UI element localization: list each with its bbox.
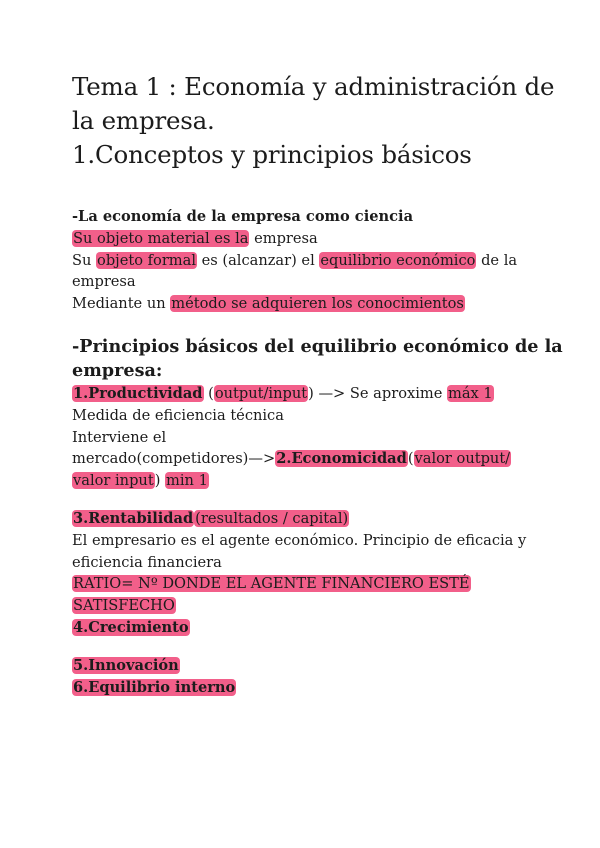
principle-rentabilidad bbox=[72, 508, 560, 530]
spacer bbox=[72, 172, 560, 206]
principle-crecimiento bbox=[72, 617, 560, 639]
text-line: empresa bbox=[72, 273, 136, 291]
spacer bbox=[72, 639, 560, 655]
title-line-1: Tema 1 : Economía y administración de bbox=[72, 72, 555, 101]
text: ) —> Se aproxime bbox=[308, 384, 447, 402]
text-line: Interviene el bbox=[72, 428, 167, 446]
highlight: 5.Innovación bbox=[73, 656, 179, 674]
text-line: Medida de eficiencia técnica bbox=[72, 406, 284, 424]
highlight: (resultados / capital) bbox=[195, 509, 349, 527]
text-line bbox=[72, 595, 560, 617]
highlight: 4.Crecimiento bbox=[73, 618, 189, 636]
text: ) bbox=[154, 472, 166, 490]
highlight: valor output/ bbox=[414, 450, 511, 468]
text: es (alcanzar) el bbox=[197, 251, 320, 269]
text: ( bbox=[407, 450, 414, 468]
highlight: método se adquieren los conocimientos bbox=[171, 295, 464, 313]
title-line-3: 1.Conceptos y principios básicos bbox=[72, 140, 472, 169]
text-line bbox=[72, 470, 560, 492]
text: ( bbox=[203, 384, 214, 402]
text-line: eficiencia financiera bbox=[72, 553, 222, 571]
text-line: El empresario es el agente económico. Principio de eficacia y bbox=[72, 531, 527, 549]
highlight: objeto formal bbox=[97, 251, 196, 269]
text: mercado(competidores)—> bbox=[72, 450, 276, 468]
section-economia-ciencia bbox=[72, 206, 560, 315]
highlight: máx 1 bbox=[448, 384, 493, 402]
highlight: 2.Economicidad bbox=[276, 450, 407, 468]
principle-innovacion bbox=[72, 655, 560, 677]
text: empresa bbox=[249, 229, 318, 247]
text: de la bbox=[476, 251, 518, 269]
highlight: RATIO= Nº DONDE EL AGENTE FINANCIERO ESTÉ bbox=[73, 575, 470, 593]
title-line-2: la empresa. bbox=[72, 106, 215, 135]
highlight: output/input bbox=[214, 384, 308, 402]
page-title bbox=[72, 70, 560, 172]
text: Mediante un bbox=[72, 295, 171, 313]
highlight: 6.Equilibrio interno bbox=[73, 678, 236, 696]
principle-economicidad bbox=[72, 448, 560, 470]
section-heading: empresa: bbox=[72, 359, 163, 381]
section-principios bbox=[72, 335, 563, 698]
highlight: min 1 bbox=[166, 472, 208, 490]
principle-productividad bbox=[72, 383, 560, 405]
section-heading: -Principios básicos del equilibrio económico de la bbox=[72, 335, 563, 357]
highlight: equilibrio económico bbox=[320, 251, 476, 269]
section-heading: -La economía de la empresa como ciencia bbox=[72, 208, 414, 225]
text: Su bbox=[72, 251, 97, 269]
spacer bbox=[72, 492, 560, 508]
text-line bbox=[72, 228, 560, 250]
text-line bbox=[72, 573, 560, 595]
highlight: 3.Rentabilidad bbox=[73, 509, 194, 527]
highlight: valor input bbox=[73, 472, 154, 490]
principle-equilibrio-interno bbox=[72, 677, 560, 699]
highlight: Su objeto material es la bbox=[73, 229, 249, 247]
spacer bbox=[72, 315, 560, 335]
highlight: SATISFECHO bbox=[73, 597, 175, 615]
highlight: 1.Productividad bbox=[73, 384, 203, 402]
text-line bbox=[72, 293, 560, 315]
text-line bbox=[72, 250, 560, 272]
